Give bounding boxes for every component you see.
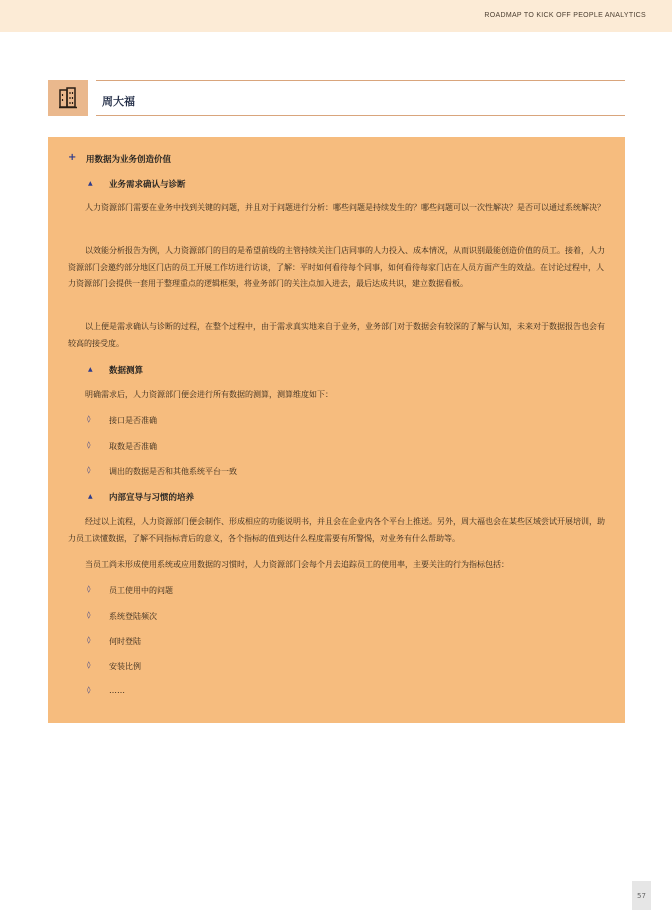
diamond-bullet-icon: ◊: [87, 686, 91, 694]
paragraph: 经过以上流程，人力资源部门便会制作、形成相应的功能说明书，并且会在企业内各个平台上推送。另外，周大福也会在某些区域尝试开展培训，助力员工读懂数据，了解不同指标背后的意义，各个指标的值到达什么程度需要有所警惕，对业务有什么帮助等。: [68, 517, 605, 543]
paragraph: 以效能分析报告为例，人力资源部门的目的是希望前线的主管持续关注门店同事的人力投入、成本情况，从而识别最能创造价值的员工。接着，人力资源部门会邀约部分地区门店的员工开展工作坊进行访谈，了解：平时如何看待每个同事，如何看待每家门店在人员方面产生的效益。在讨论过程中，人力资源部门会提供一套用于整理重点的逻辑框架，将业务部门的关注点加入进去，最后达成共识，建立数据看板。: [68, 246, 605, 288]
list-item: 何时登陆: [109, 637, 141, 646]
list-item: 安装比例: [109, 662, 141, 671]
list-item: 系统登陆频次: [109, 612, 157, 621]
case-title: 周大福: [102, 95, 135, 108]
diamond-bullet-icon: ◊: [87, 661, 91, 669]
page-number: 57: [632, 881, 651, 910]
diamond-bullet-icon: ◊: [87, 636, 91, 644]
case-title-block: [48, 80, 625, 116]
paragraph: 人力资源部门需要在业务中找到关键的问题，并且对于问题进行分析：哪些问题是持续发生的？哪些问题可以一次性解决？是否可以通过系统解决？: [85, 203, 605, 212]
triangle-bullet-icon: ▲: [88, 366, 93, 373]
title-rule-top: [96, 80, 625, 81]
subheading-3: 内部宣导与习惯的培养: [109, 493, 195, 503]
title-rule-bottom: [96, 115, 625, 116]
paragraph: 以上便是需求确认与诊断的过程，在整个过程中，由于需求真实地来自于业务，业务部门对于数据会有较深的了解与认知，未来对于数据报告也会有较高的接受度。: [68, 322, 605, 348]
subheading-2: 数据测算: [109, 366, 144, 376]
diamond-bullet-icon: ◊: [87, 415, 91, 423]
paragraph: 明确需求后，人力资源部门便会进行所有数据的测算，测算维度如下：: [85, 390, 333, 399]
section-title: 用数据为业务创造价值: [86, 155, 172, 165]
building-icon-box: [48, 80, 88, 116]
running-head: ROADMAP TO KICK OFF PEOPLE ANALYTICS: [484, 12, 646, 19]
diamond-bullet-icon: ◊: [87, 585, 91, 593]
triangle-bullet-icon: ▲: [88, 180, 93, 187]
list-item: 取数是否准确: [109, 442, 157, 451]
plus-icon: +: [68, 152, 77, 163]
header-band: [0, 0, 672, 32]
diamond-bullet-icon: ◊: [87, 611, 91, 619]
diamond-bullet-icon: ◊: [87, 441, 91, 449]
list-item: ……: [109, 686, 125, 695]
building-icon: [58, 87, 78, 109]
list-item: 接口是否准确: [109, 416, 157, 425]
list-item: 调出的数据是否和其他系统平台一致: [109, 467, 237, 476]
content-panel: [48, 137, 625, 723]
diamond-bullet-icon: ◊: [87, 466, 91, 474]
subheading-1: 业务需求确认与诊断: [109, 180, 186, 190]
paragraph: 当员工尚未形成使用系统或应用数据的习惯时，人力资源部门会每个月去追踪员工的使用率，主要关注的行为指标包括：: [85, 560, 509, 569]
list-item: 员工使用中的问题: [109, 586, 173, 595]
triangle-bullet-icon: ▲: [88, 493, 93, 500]
